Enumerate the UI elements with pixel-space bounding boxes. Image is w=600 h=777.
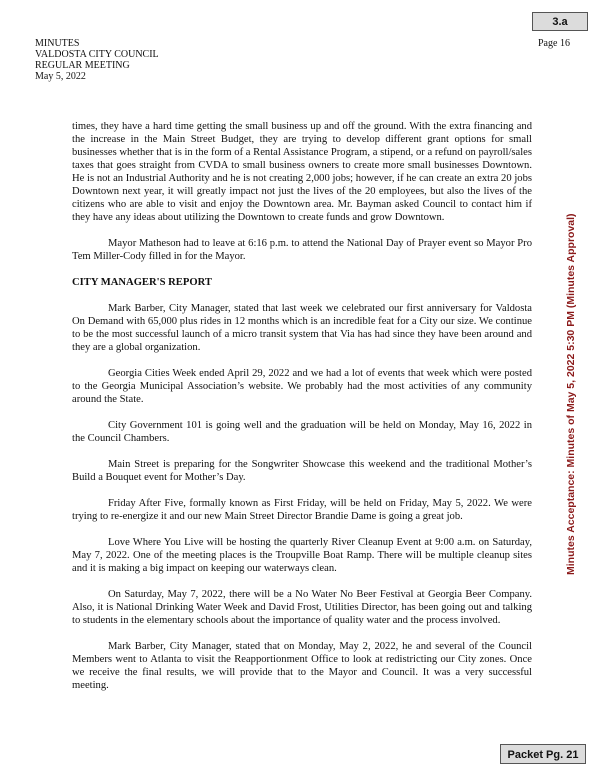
- packet-page-label: Packet Pg. 21: [500, 744, 586, 764]
- paragraph: On Saturday, May 7, 2022, there will be a No Water No Beer Festival at Georgia Beer Company. Also, it is National Drinking Water Week and David Frost, Utilities Director, has been going out and talking to students in the elementary schools about the importance of quality water and the process involved.: [72, 589, 532, 626]
- paragraph: Mark Barber, City Manager, stated that last week we celebrated our first anniversary for Valdosta On Demand with 65,000 plus rides in 12 months which is an incredible feat for a City our size. We continue to be the most successful launch of a micro transit system that Via has had since they have been around and they are a global organization.: [72, 303, 532, 353]
- paragraph: Main Street is preparing for the Songwriter Showcase this weekend and the traditional Mother’s Build a Bouquet event for Mother’s Day.: [72, 459, 532, 483]
- header-line-minutes: MINUTES: [35, 38, 80, 49]
- section-heading: CITY MANAGER'S REPORT: [72, 277, 212, 288]
- header-line-date: May 5, 2022: [35, 71, 86, 82]
- paragraph: times, they have a hard time getting the small business up and off the ground. With the extra financing and the increase in the Main Street Budget, they are trying to develop different grant options for small businesses whether that is in the form of a Rental Assistance Program, a stipend, or a refund on payroll/sales taxes that goes straight from CVDA to small business owners to create more small businesses Downtown. He is not an Industrial Authority and he is not creating 2,000 jobs; however, if he can create an extra 20 jobs Downtown next year, it will greatly impact not just the lives of the 20 employees, but also the lives of the citizens who are able to visit and enjoy the Downtown area. Mr. Bayman asked Council to contact him if they have any ideas about utilizing the Downtown to create funds and grow Downtown.: [72, 121, 532, 223]
- paragraph: City Government 101 is going well and the graduation will be held on Monday, May 16, 2022 in the Council Chambers.: [72, 420, 532, 444]
- paragraph: Friday After Five, formally known as First Friday, will be held on Friday, May 5, 2022. We were trying to re-energize it and our new Main Street Director Brandie Dame is going a great job.: [72, 498, 532, 522]
- document-body: [72, 120, 532, 705]
- vertical-side-note: Minutes Acceptance: Minutes of May 5, 2022 5:30 PM (Minutes Approval): [565, 213, 577, 575]
- paragraph: Love Where You Live will be hosting the quarterly River Cleanup Event at 9:00 a.m. on Saturday, May 7, 2022. One of the meeting places is the Troupville Boat Ramp. There will be multiple cleanup sites and it is making a big impact on keeping our waterways clean.: [72, 537, 532, 574]
- page-number: Page 16: [538, 38, 570, 49]
- paragraph: Mark Barber, City Manager, stated that on Monday, May 2, 2022, he and several of the Council Members went to Atlanta to visit the Reapportionment Office to look at redistricting our City zones. Once we receive the final results, we will provide that to the Mayor and Council. It was a very successful meeting.: [72, 641, 532, 691]
- document-header: [35, 38, 159, 82]
- header-line-council: VALDOSTA CITY COUNCIL: [35, 49, 159, 60]
- paragraph: Georgia Cities Week ended April 29, 2022 and we had a lot of events that week which were posted to the Georgia Municipal Association’s website. We probably had the most activities of any community around the State.: [72, 368, 532, 405]
- attachment-tag: 3.a: [532, 12, 588, 31]
- header-line-meeting: REGULAR MEETING: [35, 60, 130, 71]
- paragraph: Mayor Matheson had to leave at 6:16 p.m. to attend the National Day of Prayer event so Mayor Pro Tem Miller-Cody filled in for the Mayor.: [72, 238, 532, 262]
